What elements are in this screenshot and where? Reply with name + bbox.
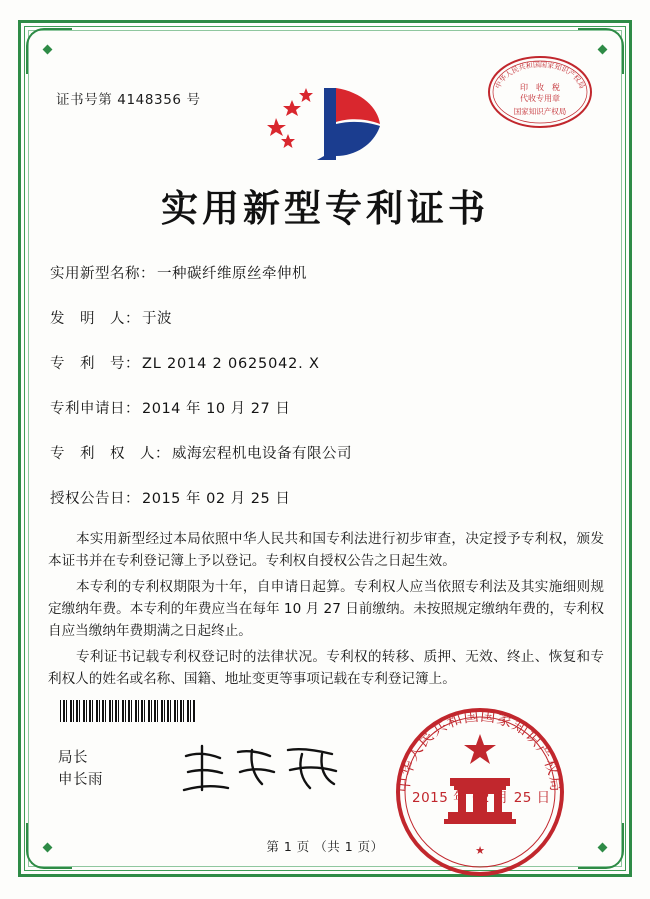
field-row-patent-number [50, 352, 598, 373]
body-paragraph-2: 本专利的专利权期限为十年，自申请日起算。专利权人应当依照专利法及其实施细则规定缴纳年费。本专利的年费应当在每年 10 月 27 日前缴纳。未按照规定缴纳年费的，专利权自应当缴纳年费期满之日起终止。 [48, 579, 604, 640]
field-label: 发 明 人： [50, 311, 140, 327]
field-value: 于波 [142, 311, 172, 327]
field-row-patentee [50, 442, 598, 463]
field-value: 一种碳纤维原丝牵伸机 [157, 266, 307, 282]
field-label: 专 利 号： [50, 356, 140, 372]
field-row-inventor [50, 307, 598, 328]
barcode [60, 700, 196, 722]
field-row-application-date [50, 397, 598, 418]
patent-fields-list [50, 262, 598, 532]
field-label: 专 利 权 人： [50, 446, 170, 462]
svg-text:★: ★ [475, 844, 485, 857]
field-value: 2015 年 02 月 25 日 [142, 491, 291, 507]
svg-text:国家知识产权局: 国家知识产权局 [513, 107, 567, 116]
field-label: 授权公告日： [50, 491, 140, 507]
field-value: ZL 2014 2 0625042. X [142, 356, 320, 372]
patent-office-emblem-icon [262, 78, 392, 164]
signature-name-label: 申长雨 [58, 771, 103, 788]
body-paragraph-3: 专利证书记载专利权登记时的法律状况。专利权的转移、质押、无效、终止、恢复和专利权人的姓名或名称、国籍、地址变更等事项记载在专利登记簿上。 [48, 649, 604, 688]
body-paragraph-1: 本实用新型经过本局依照中华人民共和国专利法进行初步审查，决定授予专利权，颁发本证书并在专利登记簿上予以登记。专利权自授权公告之日起生效。 [48, 531, 604, 570]
field-row-grant-announcement-date [50, 487, 598, 508]
field-value: 2014 年 10 月 27 日 [142, 401, 291, 417]
field-row-utility-model-name [50, 262, 598, 283]
signature-block [58, 748, 103, 792]
seal-date: 2015 年 02 月 25 日 [412, 790, 551, 806]
page-footer: 第 1 页 （共 1 页） [266, 839, 384, 854]
certificate-serial-number: 证书号第 4148356 号 [56, 92, 201, 108]
handwritten-signature [176, 738, 346, 800]
certificate-body-text [48, 528, 604, 694]
top-right-oval-seal [486, 54, 594, 130]
signature-title-label: 局长 [58, 750, 88, 766]
svg-text:印 收 税: 印 收 税 [520, 83, 560, 92]
svg-text:中华人民共和国国家知识产权局: 中华人民共和国国家知识产权局 [394, 706, 566, 794]
field-label: 实用新型名称： [50, 266, 155, 282]
field-label: 专利申请日： [50, 401, 140, 417]
field-value: 威海宏程机电设备有限公司 [172, 446, 352, 462]
svg-text:代收专用章: 代收专用章 [520, 94, 560, 103]
svg-text:中华人民共和国国家知识产权局: 中华人民共和国国家知识产权局 [493, 60, 587, 90]
page-title: 实用新型专利证书 [161, 187, 489, 230]
